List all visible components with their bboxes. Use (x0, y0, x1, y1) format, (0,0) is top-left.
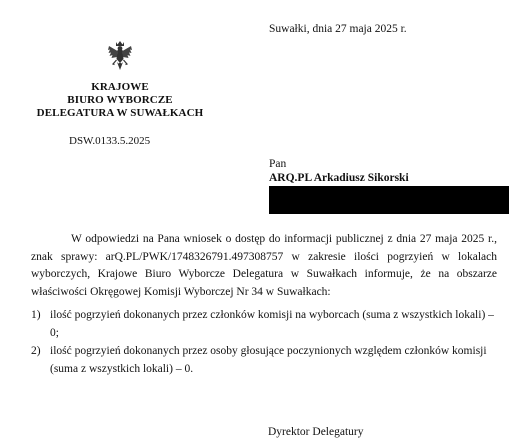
office-heading (20, 81, 220, 120)
addressee-name: ARQ.PL Arkadiusz Sikorski (269, 172, 409, 184)
reference-number: DSW.0133.5.2025 (69, 135, 151, 147)
polish-eagle-emblem-icon (107, 40, 133, 73)
office-line-1: KRAJOWE (91, 81, 149, 93)
list-item-text: ilość pogrzyień dokonanych przez osoby głosujące poczynionych względem członków komisji (suma z wszystkich lokali) – 0. (50, 345, 487, 375)
signature-title: Dyrektor Delegatury (268, 426, 364, 438)
list-item-number: 2) (31, 345, 41, 357)
answer-list (31, 306, 501, 378)
list-item (31, 342, 501, 378)
place-date: Suwałki, dnia 27 maja 2025 r. (269, 23, 407, 35)
addressee-block (269, 157, 409, 185)
list-item (31, 306, 501, 342)
office-line-2: BIURO WYBORCZE (67, 94, 173, 106)
office-line-3: DELEGATURA W SUWAŁKACH (36, 107, 204, 119)
redacted-address (269, 186, 509, 214)
addressee-salutation: Pan (269, 158, 287, 170)
list-item-number: 1) (31, 309, 41, 321)
list-item-text: ilość pogrzyień dokonanych przez członków komisji na wyborcach (suma z wszystkich lokali) – 0; (50, 309, 494, 339)
body-paragraph: W odpowiedzi na Pana wniosek o dostęp do informacji publicznej z dnia 27 maja 2025 r., znak sprawy: arQ.PL/PWK/1748326791.497308757 w zakresie ilości pogrzyień w lokalach wyborczych, Krajowe Biuro Wyborcze Delegatura w Suwałkach informuje, że na obszarze właściwości Okręgowej Komisji Wyborczej Nr 34 w Suwałkach: (31, 233, 497, 298)
